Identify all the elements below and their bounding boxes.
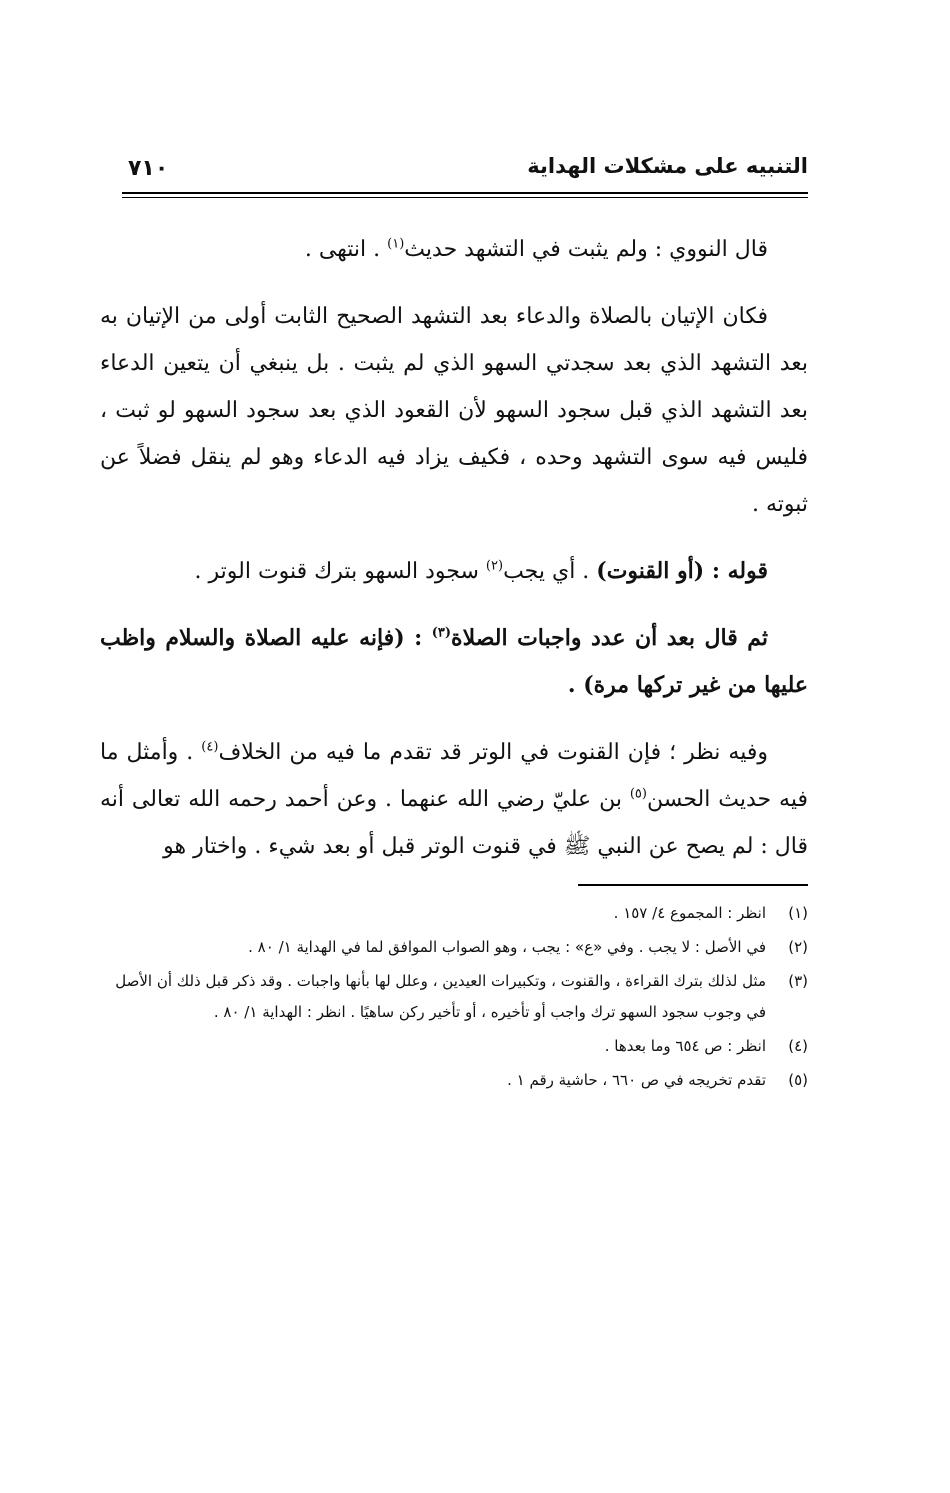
footnote-text: انظر : ص ٦٥٤ وما بعدها .: [604, 1037, 766, 1055]
paragraph-text: وفيه نظر ؛ فإن القنوت في الوتر قد تقدم ما فيه من الخلاف: [218, 740, 769, 765]
footnote-number: (٤): [788, 1037, 808, 1055]
paragraph-text: قال النووي : ولم يثبت في التشهد حديث: [404, 237, 768, 262]
footnote-item: [100, 966, 808, 1028]
footnote-ref-5: (٥): [629, 786, 647, 802]
paragraph-text: بن عليّ رضي الله عنهما . وعن أحمد رحمه الله تعالى أنه قال : لم يصح عن النبي ﷺ في قنوت الوتر قبل أو بعد شيء . واختار هو: [100, 787, 808, 859]
paragraph-critique: [100, 729, 808, 870]
footnotes: [100, 898, 808, 1099]
paragraph-quote: [100, 615, 808, 709]
header-rule: [122, 192, 808, 194]
paragraph-nawawi: [100, 226, 808, 273]
footnote-number: (٣): [788, 972, 808, 990]
running-title: التنبيه على مشكلات الهداية: [527, 154, 808, 178]
footnote-item: [100, 1031, 808, 1062]
footnote-text: انظر : المجموع ٤/ ١٥٧ .: [613, 904, 766, 922]
page-header: [122, 150, 808, 190]
footnote-item: [100, 1065, 808, 1096]
footnote-ref-1: (١): [387, 236, 405, 252]
paragraph-text: ثم قال بعد أن عدد واجبات الصلاة: [451, 625, 768, 651]
quoted-phrase: قوله : (أو القنوت): [596, 558, 768, 584]
footnote-ref-2: (٢): [485, 558, 504, 574]
footnote-number: (٥): [788, 1071, 808, 1089]
footnote-item: [100, 932, 808, 963]
footnote-text: في الأصل : لا يجب . وفي «ع» : يجب ، وهو الصواب الموافق لما في الهداية ١/ ٨٠ .: [248, 938, 766, 956]
footnote-item: [100, 898, 808, 929]
header-rule-thin: [122, 197, 808, 198]
footnote-number: (٢): [788, 938, 808, 956]
footnote-ref-3: (٣): [431, 625, 452, 641]
footnote-separator: [578, 884, 808, 886]
footnote-text: مثل لذلك بترك القراءة ، والقنوت ، وتكبيرات العيدين ، وعلل لها بأنها واجبات . وقد ذكر قبل ذلك أن الأصل في وجوب سجود السهو ترك واجب أو تأخيره ، أو تأخير ركن ساهيًا . انظر : الهداية ١/ ٨٠ .: [115, 972, 766, 1021]
footnote-ref-4: (٤): [201, 739, 219, 755]
footnote-number: (١): [788, 904, 808, 922]
paragraph-text: . انتهى .: [304, 237, 388, 262]
paragraph-text: : (فإنه عليه الصلاة والسلام واظب عليها من غير تركها مرة) .: [100, 625, 808, 698]
paragraph-text: . وأمثل ما فيه حديث الحسن: [100, 740, 808, 812]
paragraph-qunut: [100, 548, 808, 595]
paragraph-text: . أي يجب: [503, 559, 597, 584]
main-text: [100, 226, 808, 870]
footnote-text: تقدم تخريجه في ص ٦٦٠ ، حاشية رقم ١ .: [507, 1071, 766, 1089]
paragraph-text: سجود السهو بترك قنوت الوتر .: [194, 559, 486, 584]
paragraph-conclusion: فكان الإتيان بالصلاة والدعاء بعد التشهد الصحيح الثابت أولى من الإتيان به بعد التشهد الذي بعد سجدتي السهو الذي لم يثبت . بل ينبغي أن يتعين الدعاء بعد التشهد الذي قبل سجود السهو لأن القعود الذي بعد سجود السهو لو ثبت ، فليس فيه سوى التشهد وحده ، فكيف يزاد فيه الدعاء وهو لم ينقل فضلاً عن ثبوته .: [100, 304, 808, 517]
page-number: ٧١٠: [128, 156, 169, 181]
